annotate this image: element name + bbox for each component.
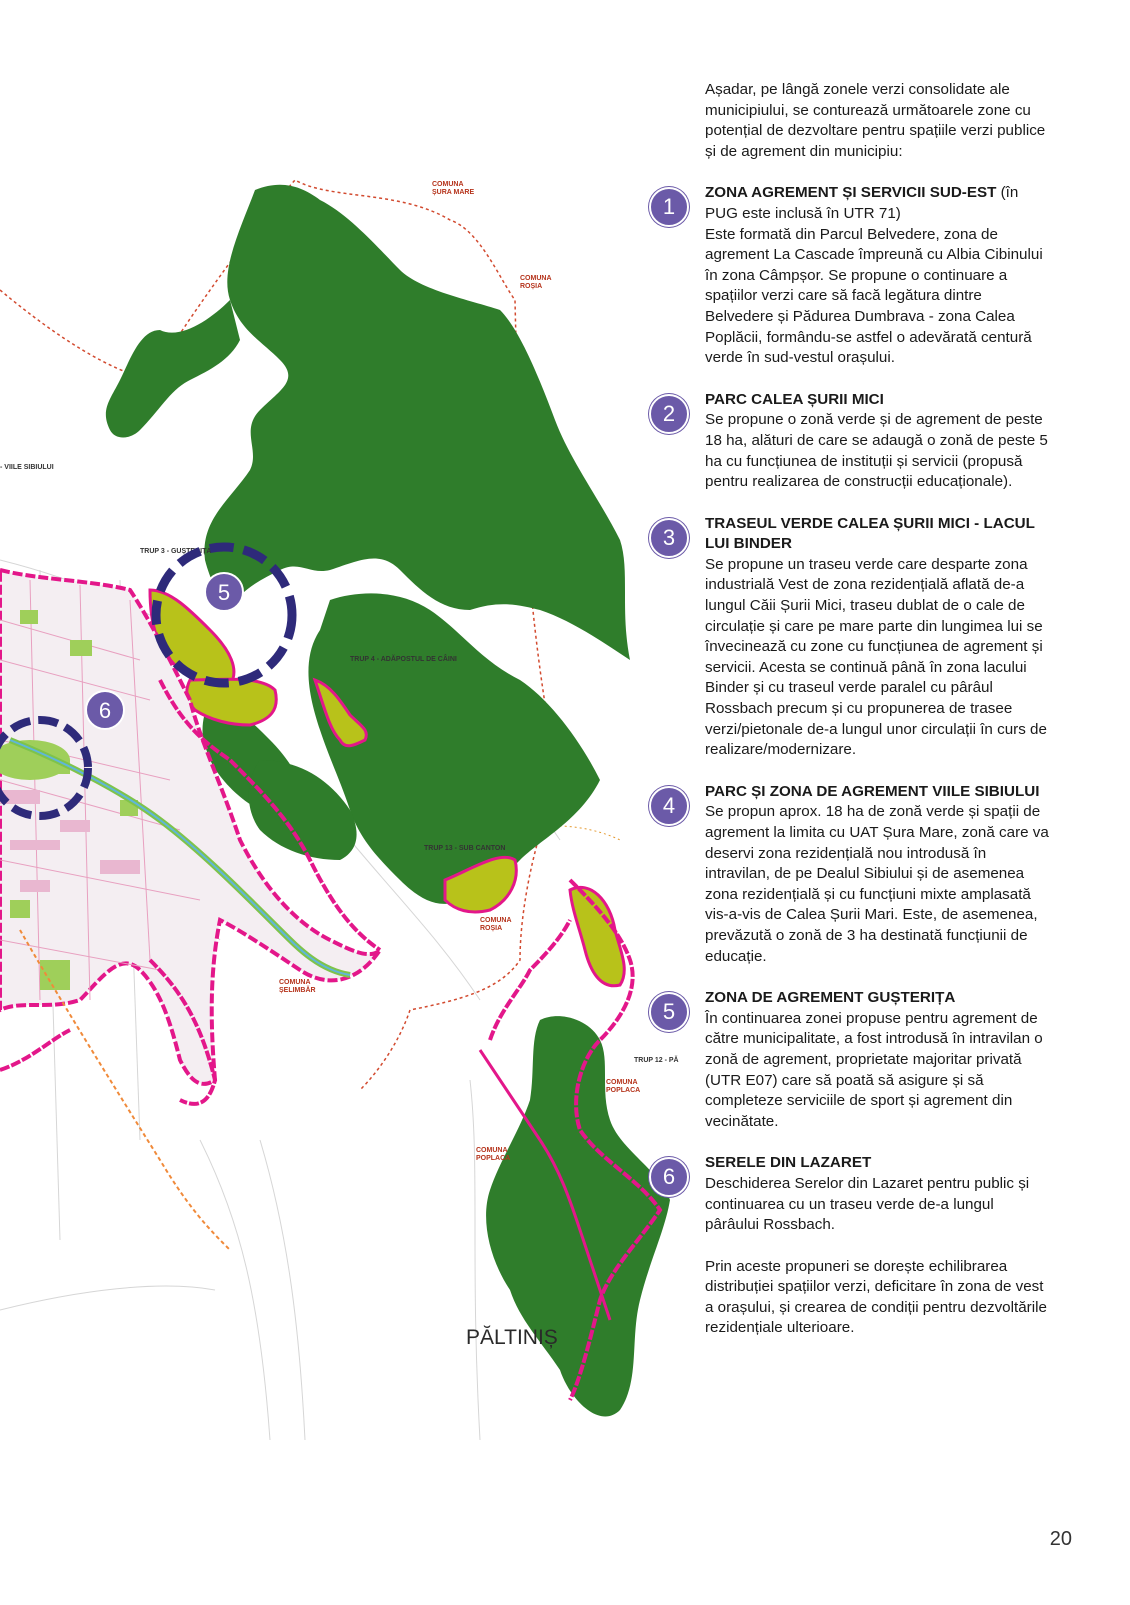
section-2-badge: 2 [649, 394, 689, 434]
section-1-badge: 1 [649, 187, 689, 227]
section-2-body: Se propune o zonă verde și de agrement de peste 18 ha, alături de care se adaugă o zonă de peste 5 ha cu funcțiunea de instituții și servicii (propusă pentru realizarea de construcții educaționale). [705, 411, 1048, 491]
section-6-title: SERELE DIN LAZARET [705, 1154, 872, 1172]
label-paltinis: PĂLTINIȘ [466, 1326, 558, 1349]
section-4-body: Se propun aprox. 18 ha de zonă verde și spații de agrement la limita cu UAT Șura Mare, zonă care va deservi zona rezidențială nou introdusă în intravilan, de pe Dealul Sibiului și de asemenea zona rezidențială și cu funcțiuni mixte amplasată vis-a-vis de Calea Șurii Mari. Este, de asemenea, prevăzută o zonă de 3 ha destinată funcțiunii de educație. [705, 803, 1049, 965]
forest-east-large [308, 593, 600, 903]
section-2-title: PARC CALEA ȘURII MICI [705, 390, 884, 408]
section-5-badge: 5 [649, 992, 689, 1032]
label-trup4: TRUP 4 - ADĂPOSTUL DE CÂINI [350, 656, 457, 663]
page-number: 20 [1049, 1528, 1072, 1550]
section-3-badge: 3 [649, 518, 689, 558]
section-5-body: În continuarea zonei propuse pentru agrement de către municipalitate, a fost introdusă în intravilan o zonă de agrement, proprietate majoritar privată (UTR E07) care să poată să asigure și să completeze serviciile de sport și agrement din vecinătate. [705, 1009, 1043, 1130]
label-rosia-bottom-2: ROȘIA [480, 925, 503, 932]
label-rosia-top-2: ROȘIA [520, 283, 543, 290]
urban-plan-map [0, 140, 690, 1440]
section-3-body: Se propune un traseu verde care desparte zona industrială Vest de zona rezidențială aflată de-a lungul Căii Șurii Mici, traseu dublat de o cale de circulație și care pe mare parte din lungimea lui se învecinează cu zone cu funcțiunea de agrement și servicii. Acesta se continuă până în zona lacului Binder și cu traseul verde paralel cu pârâul Rossbach precum și cu propunerea de trasee verzi/pietonale de-a lungul unor circulații în curs de realizare/modernizare. [705, 555, 1047, 759]
label-sura-mare-1: COMUNA [432, 181, 464, 188]
label-rosia-top-1: COMUNA [520, 275, 552, 282]
label-trup13: TRUP 13 - SUB CANTON [424, 845, 506, 852]
label-poplaca-left-2: POPLACA [476, 1155, 511, 1162]
forest-west-arm [106, 300, 240, 438]
closing-paragraph: Prin aceste propuneri se dorește echilibrarea distribuției spațiilor verzi, deficitare în zona de vest a orașului, și crearea de condiții pentru dezvoltările rezidențiale ulterioare. [705, 1257, 1047, 1337]
map-marker-6-number: 6 [98, 698, 112, 723]
section-6-body: Deschiderea Serelor din Lazaret pentru public și continuarea cu un traseu verde de-a lungul pârâului Rossbach. [705, 1174, 1030, 1234]
map-marker-5-number: 5 [217, 580, 231, 605]
section-4-badge: 4 [649, 786, 689, 826]
section-1 [662, 183, 1050, 368]
section-1-title-note: (în PUG este inclusă în UTR 71) [705, 184, 1019, 222]
forest-north [204, 185, 630, 660]
label-selimbar-1: COMUNA [279, 979, 311, 986]
zone-south-strip [570, 887, 624, 985]
section-6-badge: 6 [649, 1157, 689, 1197]
section-4-title: PARC ȘI ZONA DE AGREMENT VIILE SIBIULUI [705, 782, 1040, 800]
section-1-title: ZONA AGREMENT ȘI SERVICII SUD-EST [705, 184, 997, 202]
label-trup3: TRUP 3 - GUȘTERIȚA [140, 548, 212, 555]
zone-gusterita-lower [187, 679, 277, 725]
section-5 [662, 988, 1050, 1132]
section-6 [662, 1153, 1050, 1235]
section-3 [662, 514, 1050, 761]
section-2 [662, 390, 1050, 493]
label-trup12: TRUP 12 - PĂ [634, 1057, 679, 1064]
label-sura-mare-2: ȘURA MARE [432, 189, 475, 196]
section-5-title: ZONA DE AGREMENT GUȘTERIȚA [705, 989, 956, 1007]
label-rosia-bottom-1: COMUNA [480, 917, 512, 924]
text-column [662, 80, 1050, 1339]
section-3-title: TRASEUL VERDE CALEA ȘURII MICI - LACUL LUI BINDER [705, 514, 1035, 553]
section-1-heading [705, 183, 1050, 224]
label-viile: - VIILE SIBIULUI [0, 464, 54, 471]
section-4 [662, 782, 1050, 967]
section-1-body: Este formată din Parcul Belvedere, zona de agrement La Cascade împreună cu Albia Cibinului în zona Câmpșor. Se propune o continuare a spațiilor verzi care să facă legătura dintre Belvedere și Pădurea Dumbrava - zona Calea Poplăcii, formându-se astfel o adevărată centură verde în sud-vestul orașului. [705, 225, 1043, 367]
label-poplaca-left-1: COMUNA [476, 1147, 508, 1154]
label-poplaca-right-2: POPLACA [606, 1087, 641, 1094]
label-poplaca-right-1: COMUNA [606, 1079, 638, 1086]
intro-paragraph: Așadar, pe lângă zonele verzi consolidate ale municipiului, se conturează următoarele zone cu potențial de dezvoltare pentru spațiile verzi publice și de agrement din municipiu: [705, 81, 1046, 160]
label-selimbar-2: ȘELIMBĂR [279, 987, 316, 994]
